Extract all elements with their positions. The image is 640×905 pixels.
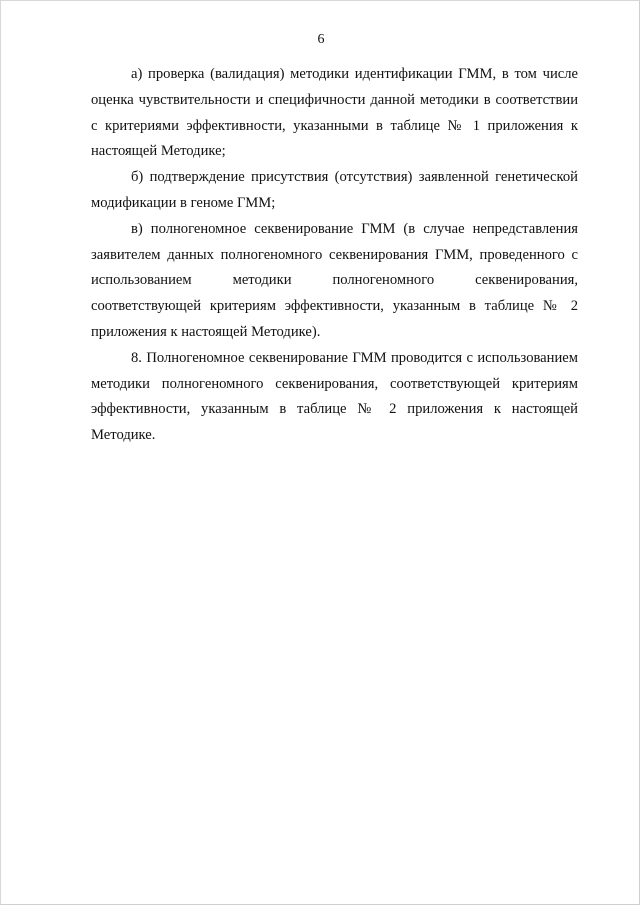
paragraph-section-8: 8. Полногеномное секвенирование ГММ проводится с использованием методики полногеномного секвенирования, соответствующей критериям эффективности, указанным в таблице № 2 приложения к настоящей Методике. — [91, 349, 578, 444]
paragraph-item-v: в) полногеномное секвенирование ГММ (в случае непредставления заявителем данных полногеномного секвенирования ГММ, проведенного с использованием методики полногеномного секвенирования, соответствующей критериям эффективности, указанным в таблице № 2 приложения к настоящей Методике). — [91, 220, 578, 340]
paragraph-item-a: а) проверка (валидация) методики идентификации ГММ, в том числе оценка чувствительности и специфичности данной методики в соответствии с критериями эффективности, указанными в таблице № 1 приложения к настоящей Методике; — [91, 66, 578, 160]
page-number: 6 — [317, 32, 325, 47]
paragraph-item-b: б) подтверждение присутствия (отсутствия) заявленной генетической модификации в геноме ГММ; — [91, 169, 578, 211]
document-body — [91, 62, 578, 449]
